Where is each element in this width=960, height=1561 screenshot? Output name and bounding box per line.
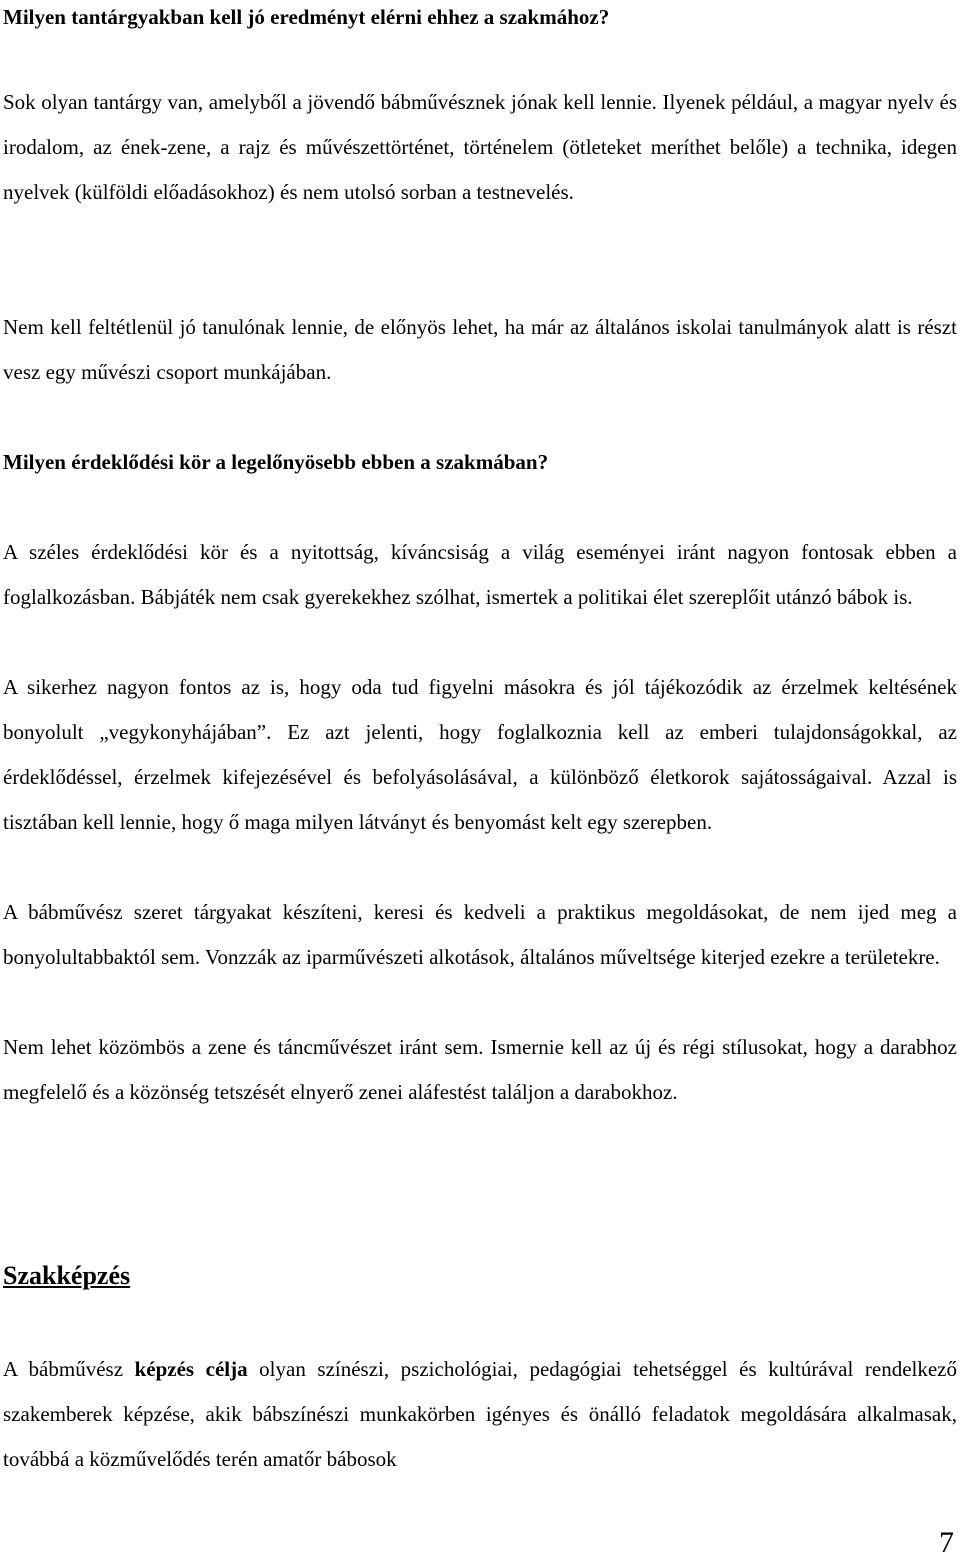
paragraph-subjects: Sok olyan tantárgy van, amelyből a jövendő bábművésznek jónak kell lennie. Ilyenek például, a magyar nyelv és irodalom, az ének-zene, a rajz és művészettörténet, történelem (ötleteket meríthet belőle) a technika, idegen nyelvek (külföldi előadásokhoz) és nem utolsó sorban a testnevelés. bbox=[3, 90, 957, 204]
training-goal-rest: olyan színészi, pszichológiai, pedagógiai tehetséggel és kultúrával rendelkező szakemberek képzése, akik bábszínészi munkakörben igényes és önálló feladatok megoldására alkalmasak, továbbá a közművelődés terén amatőr bábosok bbox=[3, 1357, 958, 1471]
page-number: 7 bbox=[939, 1526, 954, 1559]
paragraph-good-student: Nem kell feltétlenül jó tanulónak lennie, de előnyös lehet, ha már az általános iskolai tanulmányok alatt is részt vesz egy művészi csoport munkájában. bbox=[3, 315, 957, 384]
paragraph-music-dance: Nem lehet közömbös a zene és táncművészet iránt sem. Ismernie kell az új és régi stílusokat, hogy a darabhoz megfelelő és a közönség tetszését elnyerő zenei aláfestést találjon a darabokhoz. bbox=[3, 1035, 957, 1104]
question-heading-interests: Milyen érdeklődési kör a legelőnyösebb ebben a szakmában? bbox=[3, 450, 549, 474]
question-heading-subjects: Milyen tantárgyakban kell jó eredményt elérni ehhez a szakmához? bbox=[3, 5, 610, 29]
training-goal-bold: képzés célja bbox=[134, 1357, 248, 1381]
paragraph-wide-interests: A széles érdeklődési kör és a nyitottság, kíváncsiság a világ eseményei iránt nagyon fontosak ebben a foglalkozásban. Bábjáték nem csak gyerekekhez szólhat, ismertek a politikai élet szereplőit utánzó bábok is. bbox=[3, 540, 957, 609]
paragraph-training-goal bbox=[3, 1347, 957, 1482]
paragraph-success: A sikerhez nagyon fontos az is, hogy oda tud figyelni másokra és jól tájékozódik az érzelmek keltésének bonyolult „vegykonyhájában”. Ez azt jelenti, hogy foglalkoznia kell az emberi tulajdonságokkal, az érdeklődéssel, érzelmek kifejezésével és befolyásolásával, a különböző életkorok sajátosságaival. Azzal is tisztában kell lennie, hogy ő maga milyen látványt és benyomást kelt egy szerepben. bbox=[3, 675, 957, 834]
section-title-szakkepzes: Szakképzés bbox=[3, 1261, 131, 1290]
training-goal-intro: A bábművész bbox=[3, 1357, 135, 1381]
paragraph-craft: A bábművész szeret tárgyakat készíteni, keresi és kedveli a praktikus megoldásokat, de nem ijed meg a bonyolultabbaktól sem. Vonzzák az iparművészeti alkotások, általános műveltsége kiterjed ezekre a területekre. bbox=[3, 900, 957, 969]
